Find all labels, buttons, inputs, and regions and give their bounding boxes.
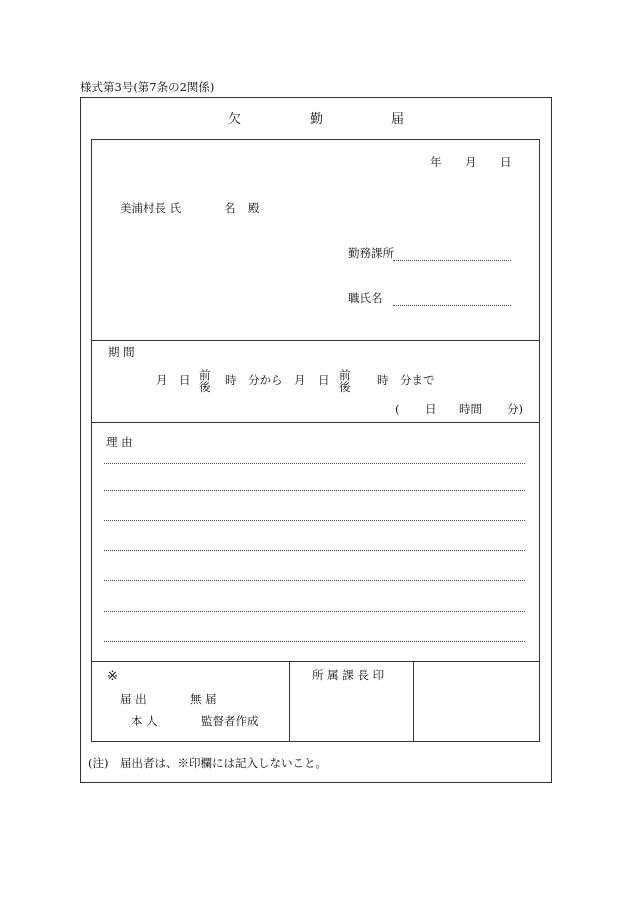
period-end-until: 分まで <box>400 373 435 387</box>
period-label: 期 間 <box>108 345 135 359</box>
reason-label: 理 由 <box>106 435 133 449</box>
period-end-pm: 後 <box>339 380 351 395</box>
period-start-ampm <box>199 369 211 393</box>
employee-name-line <box>393 305 511 306</box>
period-start-am: 前 <box>199 368 211 382</box>
period-end-month: 月 <box>294 373 306 387</box>
reason-line-6[interactable] <box>104 611 525 612</box>
employee-name-label: 職氏名 <box>348 291 383 305</box>
period-end-am: 前 <box>339 368 351 382</box>
period-start-hour: 時 <box>225 373 237 387</box>
addressee-mei: 名 <box>224 201 236 215</box>
period-total-hours: 時間 <box>459 402 482 416</box>
period-start-pm: 後 <box>199 380 211 395</box>
period-total-open: ( <box>395 402 400 416</box>
divider-reason <box>91 422 540 423</box>
date-month: 月 <box>465 155 477 169</box>
inner-table <box>91 139 540 742</box>
reason-line-2[interactable] <box>104 490 525 491</box>
note-text: 届出者は、※印欄には記入しないこと。 <box>120 756 327 770</box>
date-year: 年 <box>430 155 442 169</box>
stamp-divider-2 <box>413 661 414 742</box>
period-start-month: 月 <box>156 373 168 387</box>
title-char-2: 勤 <box>310 112 324 127</box>
workplace-label: 勤務課所 <box>348 246 394 260</box>
period-total-minutes: 分) <box>507 402 523 416</box>
self-label: 本 人 <box>131 714 158 728</box>
period-total-days: 日 <box>425 402 437 416</box>
section-chief-seal-label: 所 属 課 長 印 <box>312 668 385 682</box>
period-end-ampm <box>339 369 351 393</box>
title-char-3: 届 <box>391 112 405 127</box>
reason-line-1[interactable] <box>104 463 525 464</box>
office-use-mark: ※ <box>107 669 118 684</box>
reason-line-3[interactable] <box>104 520 525 521</box>
divider-period <box>91 340 540 341</box>
period-end-day: 日 <box>318 373 330 387</box>
submitted-label: 届 出 <box>120 692 147 706</box>
period-start-day: 日 <box>179 373 191 387</box>
addressee-dono: 殿 <box>248 201 260 215</box>
divider-stamp <box>91 661 540 662</box>
note-label: (注) <box>88 756 109 770</box>
stamp-divider-1 <box>289 661 290 742</box>
form-number-label: 様式第3号(第7条の2関係) <box>80 80 215 94</box>
supervisor-label: 監督者作成 <box>201 714 259 728</box>
reason-line-5[interactable] <box>104 580 525 581</box>
reason-line-4[interactable] <box>104 550 525 551</box>
date-day: 日 <box>500 155 512 169</box>
title-char-1: 欠 <box>228 112 242 127</box>
reason-line-7[interactable] <box>104 641 525 642</box>
not-submitted-label: 無 届 <box>190 692 217 706</box>
period-start-from: 分から <box>248 373 283 387</box>
addressee-name: 美浦村長 氏 <box>120 201 182 215</box>
workplace-line <box>393 260 511 261</box>
period-end-hour: 時 <box>377 373 389 387</box>
